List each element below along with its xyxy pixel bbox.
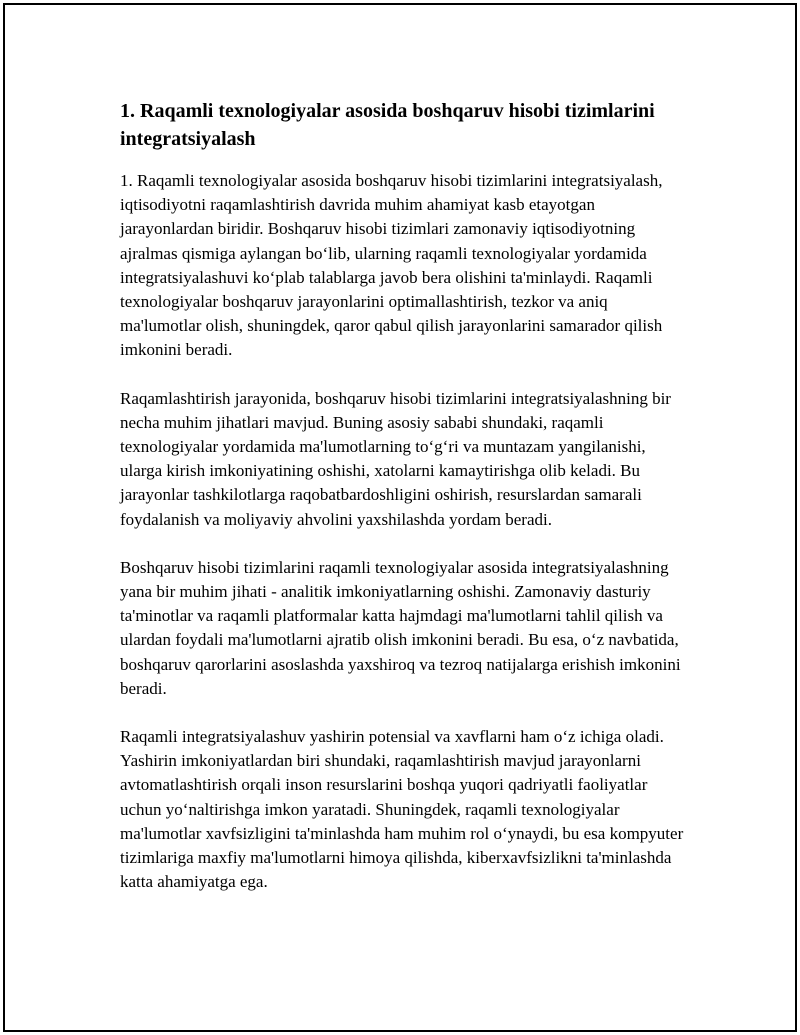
paragraph-3: Boshqaruv hisobi tizimlarini raqamli texnologiyalar asosida integratsiyalashning yana bir muhim jihati - analitik imkoniyatlarning oshishi. Zamonaviy dasturiy ta'minotlar va raqamli platformalar katta hajmdagi ma'lumotlarni tahlil qilish va ulardan foydali ma'lumotlarni ajratib olish imkonini beradi. Bu esa, o‘z navbatida, boshqaruv qarorlarini asoslashda yaxshiroq va tezroq natijalarga erishish imkonini beradi.: [120, 557, 681, 698]
paragraph-1: 1. Raqamli texnologiyalar asosida boshqaruv hisobi tizimlarini integratsiyalash, iqtisodiyotni raqamlashtirish davrida muhim ahamiyat kasb etayotgan jarayonlardan biridir. Boshqaruv hisobi tizimlari zamonaviy iqtisodiyotning ajralmas qismiga aylangan bo‘lib, ularning raqamli texnologiyalar yordamida integratsiyalashuvi ko‘plab talablarga javob bera olishini ta'minlaydi. Raqamli texnologiyalar boshqaruv jarayonlarini optimallashtirish, tezkor va aniq ma'lumotlar olish, shuningdek, qaror qabul qilish jarayonlarini samarador qilish imkonini beradi.: [120, 171, 663, 360]
document-body: [120, 97, 690, 918]
paragraph-4: Raqamli integratsiyalashuv yashirin potensial va xavflarni ham o‘z ichiga oladi. Yashirin imkoniyatlardan biri shundaki, raqamlashtirish mavjud jarayonlarni avtomatlashtirish orqali inson resurslarini boshqa yuqori qadriyatli faoliyatlar uchun yo‘naltirishga imkon yaratadi. Shuningdek, raqamli texnologiyalar ma'lumotlar xavfsizligini ta'minlashda ham muhim rol o‘ynaydi, bu esa kompyuter tizimlariga maxfiy ma'lumotlarni himoya qilishda, kiberxavfsizlikni ta'minlashda katta ahamiyatga ega.: [120, 727, 684, 892]
paragraph-2: Raqamlashtirish jarayonida, boshqaruv hisobi tizimlarini integratsiyalashning bir necha muhim jihatlari mavjud. Buning asosiy sababi shundaki, raqamli texnologiyalar yordamida ma'lumotlarning to‘g‘ri va muntazam yangilanishi, ularga kirish imkoniyatining oshishi, xatolarni kamaytirishga olib keladi. Bu jarayonlar tashkilotlarga raqobatbardoshligini oshirish, resurslardan samarali foydalanish va moliyaviy ahvolini yaxshilashda yordam beradi.: [120, 388, 671, 529]
page-frame: [3, 3, 797, 1032]
document-heading: 1. Raqamli texnologiyalar asosida boshqaruv hisobi tizimlarini integratsiyalash: [120, 100, 655, 150]
